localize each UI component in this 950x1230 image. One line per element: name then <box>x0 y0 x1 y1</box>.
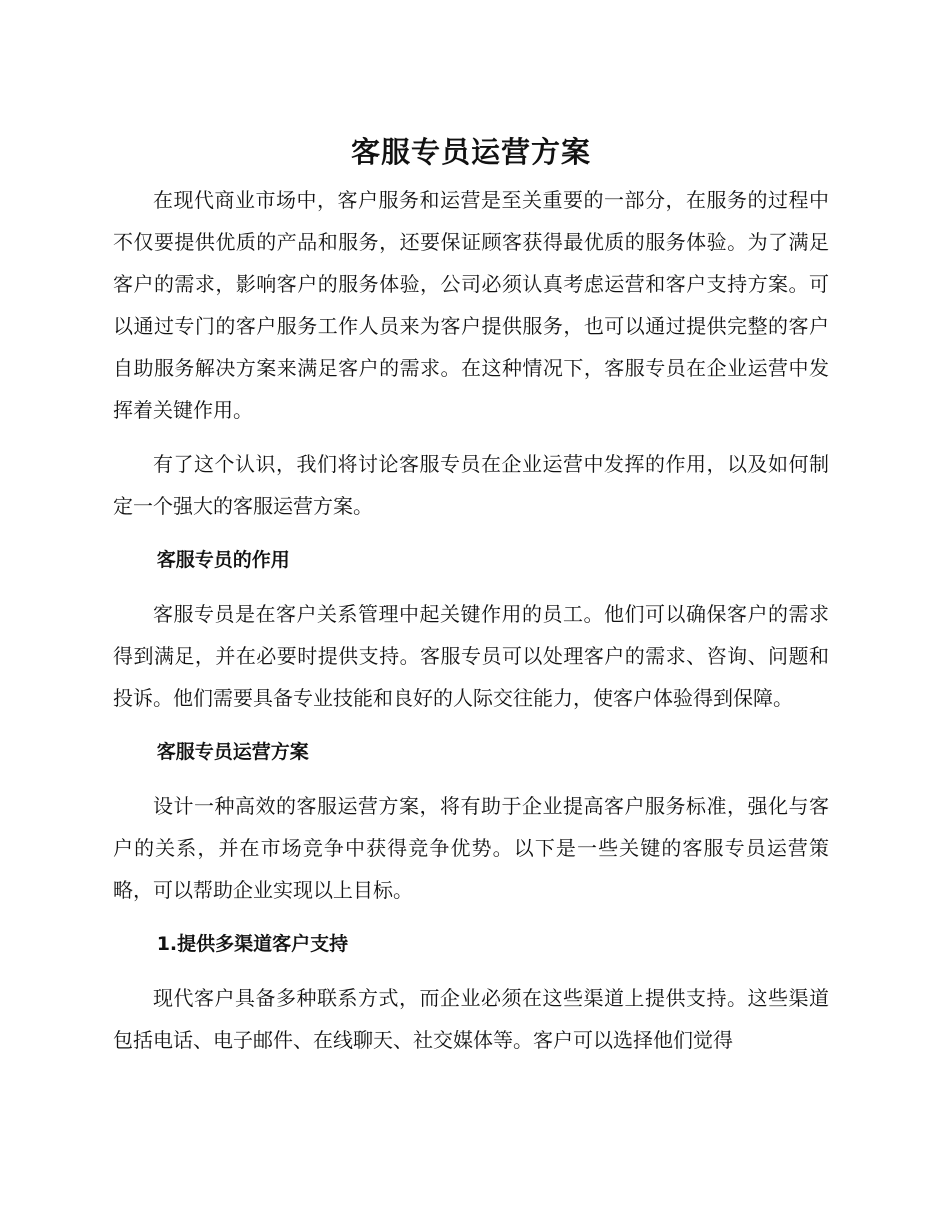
section-heading-multichannel: 1.提供多渠道客户支持 <box>156 933 349 955</box>
paragraph-role: 客服专员是在客户关系管理中起关键作用的员工。他们可以确保客户的需求得到满足，并在必要时提供支持。客服专员可以处理客户的需求、咨询、问题和投诉。他们需要具备专业技能和良好的人际交往能力，使客户体验得到保障。 <box>113 602 829 710</box>
section-heading-role: 客服专员的作用 <box>156 549 290 571</box>
paragraph-multichannel: 现代客户具备多种联系方式，而企业必须在这些渠道上提供支持。这些渠道包括电话、电子邮件、在线聊天、社交媒体等。客户可以选择他们觉得 <box>113 986 829 1052</box>
document-title: 客服专员运营方案 <box>350 135 591 169</box>
paragraph-intro: 在现代商业市场中，客户服务和运营是至关重要的一部分，在服务的过程中不仅要提供优质的产品和服务，还要保证顾客获得最优质的服务体验。为了满足客户的需求，影响客户的服务体验，公司必须认真考虑运营和客户支持方案。可以通过专门的客户服务工作人员来为客户提供服务，也可以通过提供完整的客户自助服务解决方案来满足客户的需求。在这种情况下，客服专员在企业运营中发挥着关键作用。 <box>113 188 829 422</box>
section-heading-plan: 客服专员运营方案 <box>156 741 309 763</box>
paragraph-overview: 有了这个认识，我们将讨论客服专员在企业运营中发挥的作用，以及如何制定一个强大的客服运营方案。 <box>113 452 829 518</box>
paragraph-plan: 设计一种高效的客服运营方案，将有助于企业提高客户服务标准，强化与客户的关系，并在市场竞争中获得竞争优势。以下是一些关键的客服专员运营策略，可以帮助企业实现以上目标。 <box>113 794 829 902</box>
